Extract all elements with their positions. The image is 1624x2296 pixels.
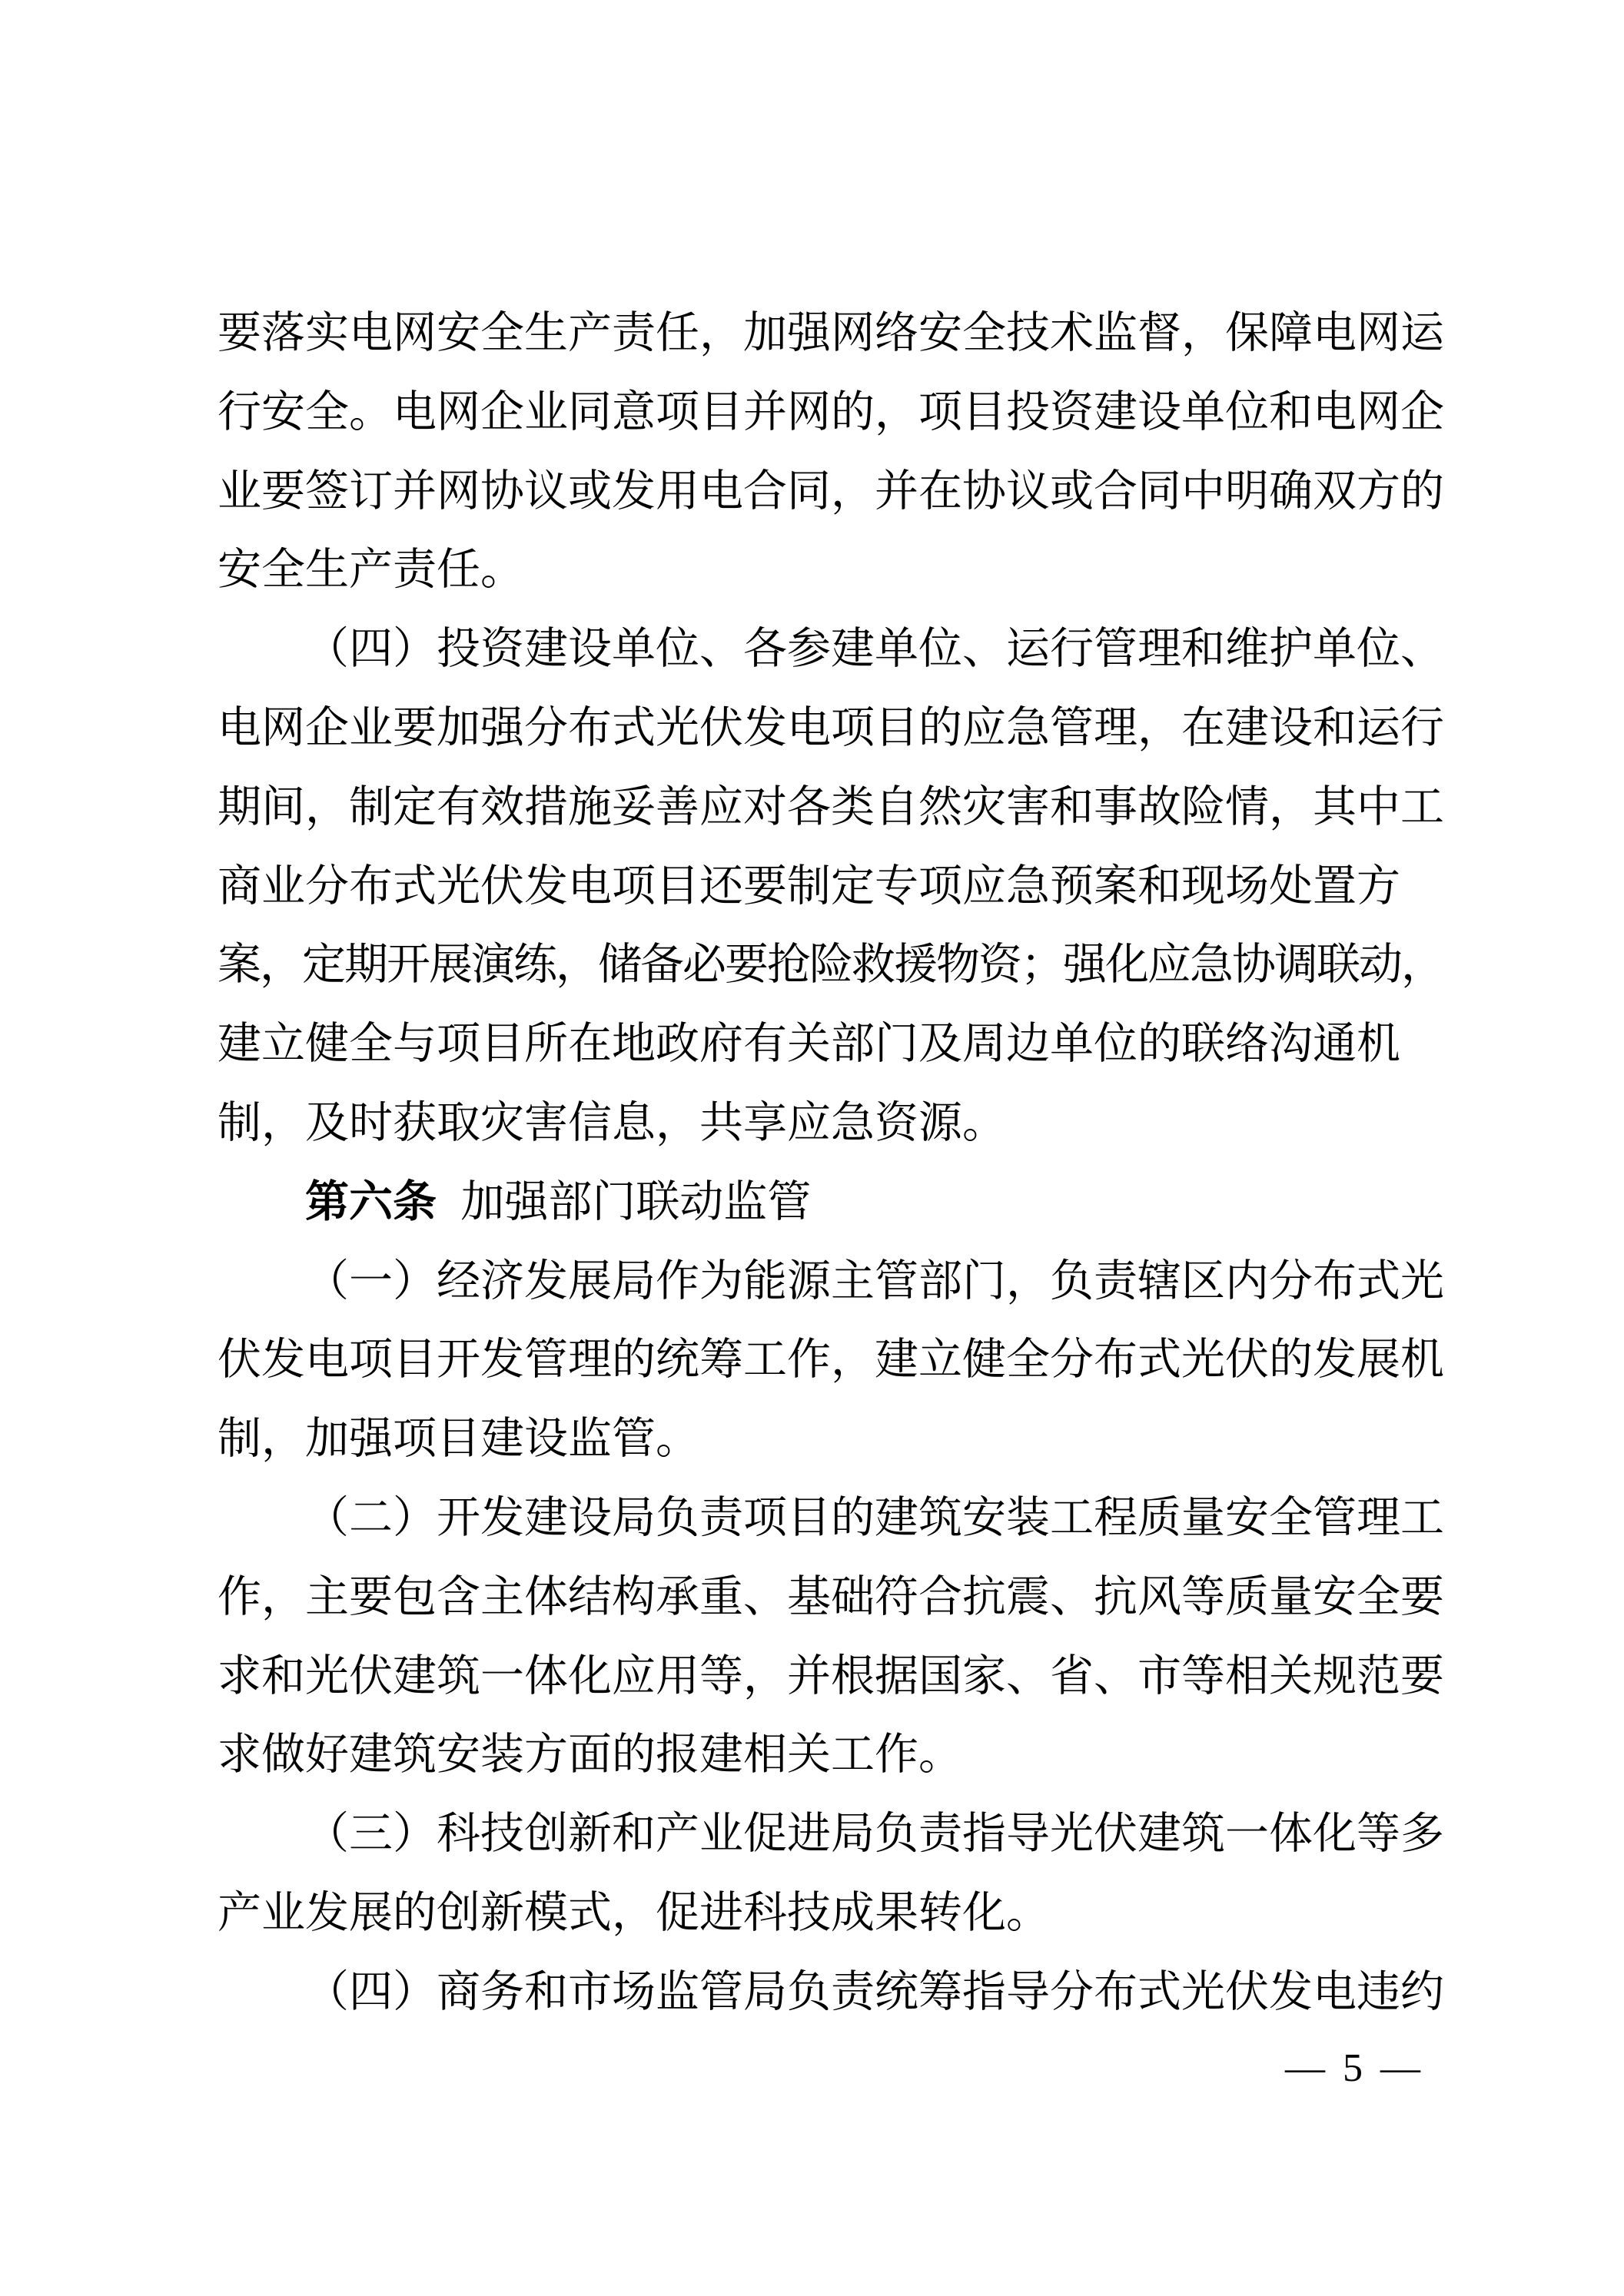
text-line (218, 1716, 1447, 1795)
text-line (218, 1084, 1447, 1163)
line-text: 制，加强项目建设监管。 (218, 1415, 699, 1464)
line-text: 业要签订并网协议或发用电合同，并在协议或合同中明确双方的 (218, 466, 1444, 516)
line-text: 求和光伏建筑一体化应用等，并根据国家、省、市等相关规范要 (218, 1651, 1444, 1700)
text-line (218, 453, 1447, 532)
line-text: 期间，制定有效措施妥善应对各类自然灾害和事故险情，其中工 (218, 782, 1444, 831)
line-text: （二）开发建设局负责项目的建筑安装工程质量安全管理工 (305, 1493, 1444, 1542)
article-number: 第六条 (305, 1177, 437, 1226)
line-text: 建立健全与项目所在地政府有关部门及周边单位的联络沟通机 (218, 1020, 1400, 1069)
line-text: 要落实电网安全生产责任，加强网络安全技术监督，保障电网运 (218, 309, 1444, 357)
text-line (218, 1874, 1447, 1953)
line-text: 作，主要包含主体结构承重、基础符合抗震、抗风等质量安全要 (218, 1572, 1444, 1621)
text-line (218, 1953, 1447, 2032)
text-line (218, 610, 1447, 689)
line-text: （四）投资建设单位、各参建单位、运行管理和维护单位、 (305, 625, 1444, 674)
line-text: 求做好建筑安装方面的报建相关工作。 (218, 1730, 962, 1780)
line-text: 案，定期开展演练，储备必要抢险救援物资；强化应急协调联动， (218, 941, 1443, 990)
line-text: （三）科技创新和产业促进局负责指导光伏建筑一体化等多 (305, 1810, 1444, 1859)
text-line (218, 848, 1447, 927)
text-line (218, 1637, 1447, 1717)
line-text: 行安全。电网企业同意项目并网的，项目投资建设单位和电网企 (218, 387, 1444, 436)
body-text (218, 294, 1447, 2032)
line-text: 商业分布式光伏发电项目还要制定专项应急预案和现场处置方 (218, 861, 1400, 911)
page-number: — 5 — (1285, 2046, 1422, 2090)
line-text: 制，及时获取灾害信息，共享应急资源。 (218, 1098, 1006, 1147)
text-line (218, 531, 1447, 610)
line-text: 安全生产责任。 (218, 546, 524, 595)
text-line (218, 689, 1447, 768)
text-line (218, 1243, 1447, 1322)
text-line (218, 294, 1447, 373)
line-text: （一）经济发展局作为能源主管部门，负责辖区内分布式光 (305, 1256, 1444, 1306)
text-line (218, 1400, 1447, 1479)
line-text: 电网企业要加强分布式光伏发电项目的应急管理，在建设和运行 (218, 703, 1444, 752)
line-text: （四）商务和市场监管局负责统筹指导分布式光伏发电违约 (305, 1967, 1444, 2016)
text-line (218, 768, 1447, 848)
text-line (218, 1795, 1447, 1874)
text-line (218, 1558, 1447, 1637)
line-text: 伏发电项目开发管理的统筹工作，建立健全分布式光伏的发展机 (218, 1335, 1444, 1385)
text-line (218, 1163, 1447, 1243)
text-line (218, 1321, 1447, 1400)
text-line (218, 1479, 1447, 1558)
line-text: 产业发展的创新模式，促进科技成果转化。 (218, 1888, 1050, 1937)
text-line (218, 373, 1447, 453)
line-text: 加强部门联动监管 (460, 1177, 812, 1226)
text-line (218, 926, 1447, 1005)
text-line (218, 1005, 1447, 1084)
